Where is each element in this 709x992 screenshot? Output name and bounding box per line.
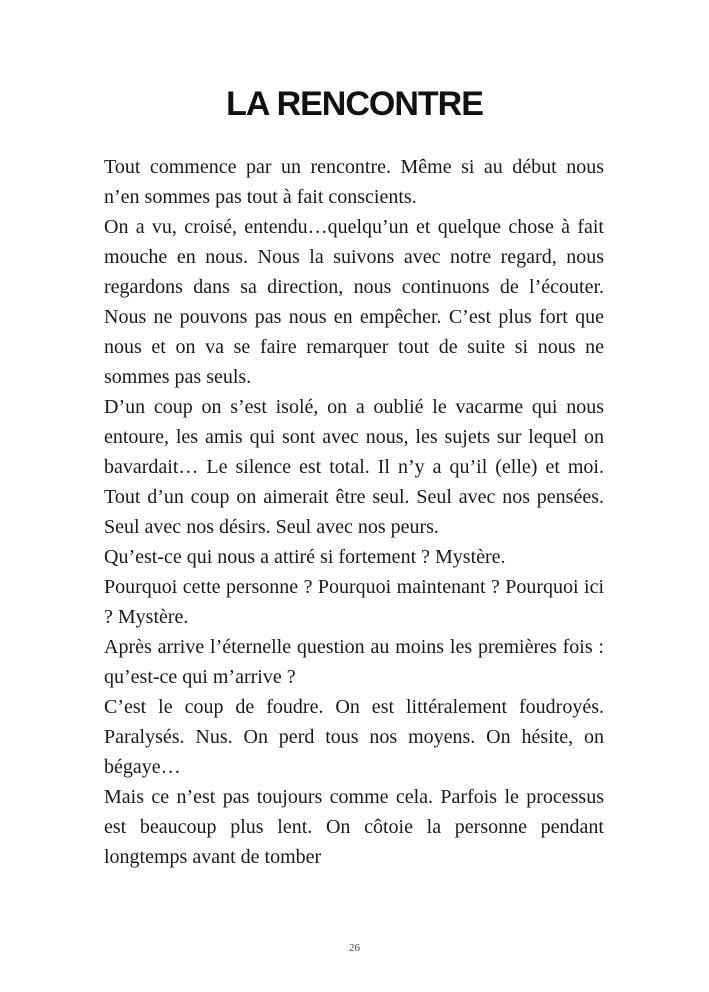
paragraph-4: Qu’est-ce qui nous a attiré si fortement ? Mystère.	[104, 546, 506, 568]
paragraph-1: Tout commence par un rencontre. Même si au début nous n’en sommes pas tout à fait conscients.	[104, 156, 604, 208]
chapter-body	[104, 152, 604, 872]
page-number: 26	[349, 942, 360, 954]
chapter-title: LA RENCONTRE	[226, 85, 483, 123]
paragraph-3: D’un coup on s’est isolé, on a oublié le vacarme qui nous entoure, les amis qui sont avec nous, les sujets sur lequel on bavardait… Le silence est total. Il n’y a qu’il (elle) et moi. Tout d’un coup on aimerait être seul. Seul avec nos pensées. Seul avec nos désirs. Seul avec nos peurs.	[104, 396, 604, 538]
paragraph-7: C’est le coup de foudre. On est littéralement foudroyés. Paralysés. Nus. On perd tous nos moyens. On hésite, on bégaye…	[104, 696, 604, 778]
paragraph-5: Pourquoi cette personne ? Pourquoi maintenant ? Pourquoi ici ? Mystère.	[104, 576, 604, 628]
paragraph-2: On a vu, croisé, entendu…quelqu’un et quelque chose à fait mouche en nous. Nous la suivons avec notre regard, nous regardons dans sa direction, nous continuons de l’écouter. Nous ne pouvons pas nous en empêcher. C’est plus fort que nous et on va se faire remarquer tout de suite si nous ne sommes pas seuls.	[104, 216, 604, 388]
paragraph-6: Après arrive l’éternelle question au moins les premières fois : qu’est-ce qui m’arrive ?	[104, 636, 604, 688]
paragraph-8: Mais ce n’est pas toujours comme cela. Parfois le processus est beaucoup plus lent. On côtoie la personne pendant longtemps avant de tomber	[104, 786, 604, 868]
